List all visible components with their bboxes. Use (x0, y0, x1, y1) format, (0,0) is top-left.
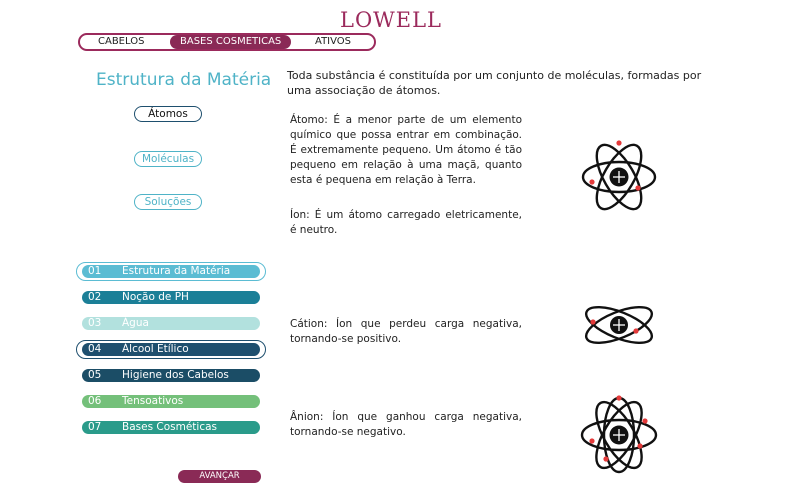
menu-item-label: Estrutura da Matéria (122, 265, 231, 277)
advance-button[interactable]: AVANÇAR (178, 470, 261, 483)
menu-item-number: 06 (88, 395, 102, 407)
menu-item-label: Higiene dos Cabelos (122, 369, 229, 381)
anion-definition: Ânion: Íon que ganhou carga negativa, tornando-se negativo. (290, 411, 522, 438)
menu-item-label: Água (122, 317, 149, 329)
menu-item-01[interactable] (82, 265, 260, 278)
menu-item-number: 04 (88, 343, 102, 355)
anion-icon (578, 391, 660, 477)
menu-item-02[interactable] (82, 291, 260, 304)
cation-icon (580, 296, 658, 354)
moleculas-button[interactable]: Moléculas (134, 151, 202, 167)
brand-logo: LOWELL (340, 8, 442, 32)
menu-item-05[interactable] (82, 369, 260, 382)
top-nav (78, 33, 376, 51)
menu-item-06[interactable] (82, 395, 260, 408)
menu-item-03[interactable] (82, 317, 260, 330)
nav-bases-cosmeticas[interactable]: BASES COSMETICAS (170, 35, 291, 49)
atom-icon (578, 136, 660, 218)
menu-item-label: Bases Cosméticas (122, 421, 218, 433)
menu-item-label: Noção de PH (122, 291, 189, 303)
menu-item-number: 05 (88, 369, 102, 381)
cation-definition: Cátion: Íon que perdeu carga negativa, tornando-se positivo. (290, 318, 522, 345)
menu-item-label: Tensoativos (122, 395, 184, 407)
atom-definition: Átomo: É a menor parte de um elemento químico que possa entrar em combinação. É extremamente pequeno. Um átomo é tão pequeno em relação à uma maçã, quanto esta é pequena em relação à Terra. (290, 114, 522, 186)
menu-item-04[interactable] (82, 343, 260, 356)
solucoes-button[interactable]: Soluções (134, 194, 202, 210)
menu-item-label: Álcool Etílico (122, 343, 189, 355)
atomos-button[interactable]: Átomos (134, 106, 202, 122)
intro-text: Toda substância é constituída por um conjunto de moléculas, formadas por uma associação de átomos. (287, 69, 702, 97)
nav-ativos[interactable]: ATIVOS (315, 36, 352, 47)
menu-item-number: 02 (88, 291, 102, 303)
menu-item-number: 01 (88, 265, 102, 277)
menu-item-number: 03 (88, 317, 102, 329)
menu-item-number: 07 (88, 421, 102, 433)
section-title: Estrutura da Matéria (96, 70, 272, 90)
menu-item-07[interactable] (82, 421, 260, 434)
nav-cabelos[interactable]: CABELOS (98, 36, 145, 47)
ion-definition: Íon: É um átomo carregado eletricamente, é neutro. (290, 209, 522, 236)
